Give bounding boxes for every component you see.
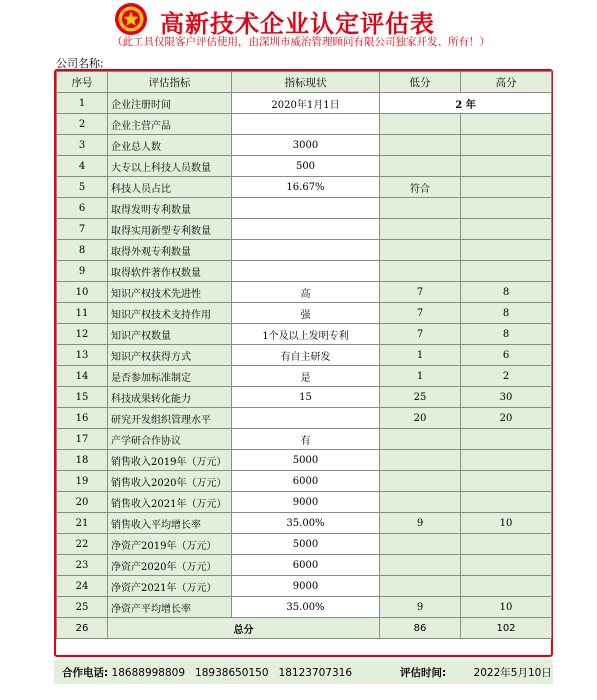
table-row — [57, 303, 552, 324]
date-value: 2022年5月10日 — [473, 667, 552, 679]
high-score-cell: 10 — [461, 597, 552, 618]
status-cell: 有 — [232, 429, 380, 450]
row-number: 5 — [57, 177, 108, 198]
assessment-table — [56, 71, 552, 639]
status-cell: 1个及以上发明专利 — [232, 324, 380, 345]
status-cell: 5000 — [232, 450, 380, 471]
table-row — [57, 534, 552, 555]
status-cell: 有自主研发 — [232, 345, 380, 366]
high-score-cell — [461, 471, 552, 492]
assessment-date — [400, 665, 552, 680]
low-score-cell: 符合 — [380, 177, 461, 198]
merged-score-cell: 2 年 — [380, 93, 552, 114]
table-row — [57, 408, 552, 429]
indicator-cell: 研究开发组织管理水平 — [108, 408, 232, 429]
row-number: 17 — [57, 429, 108, 450]
high-score-cell — [461, 198, 552, 219]
status-cell: 3000 — [232, 135, 380, 156]
low-score-cell: 1 — [380, 345, 461, 366]
high-score-cell — [461, 261, 552, 282]
low-score-cell — [380, 450, 461, 471]
total-row-number: 26 — [57, 618, 108, 639]
row-number: 24 — [57, 576, 108, 597]
row-number: 1 — [57, 93, 108, 114]
high-score-cell — [461, 219, 552, 240]
table-row — [57, 576, 552, 597]
table-row — [57, 240, 552, 261]
low-score-cell — [380, 240, 461, 261]
header-cell-low: 低分 — [380, 72, 461, 93]
indicator-cell: 科技人员占比 — [108, 177, 232, 198]
row-number: 16 — [57, 408, 108, 429]
contact-phones: 18688998809 18938650150 18123707316 — [111, 667, 353, 679]
status-cell: 9000 — [232, 492, 380, 513]
indicator-cell: 企业总人数 — [108, 135, 232, 156]
row-number: 22 — [57, 534, 108, 555]
high-score-cell: 8 — [461, 282, 552, 303]
high-score-cell: 2 — [461, 366, 552, 387]
header-cell-no: 序号 — [57, 72, 108, 93]
high-score-cell — [461, 156, 552, 177]
table-row — [57, 366, 552, 387]
status-cell — [232, 114, 380, 135]
indicator-cell: 净资产2019年（万元） — [108, 534, 232, 555]
status-cell: 6000 — [232, 471, 380, 492]
low-score-cell — [380, 114, 461, 135]
row-number: 8 — [57, 240, 108, 261]
low-score-cell: 7 — [380, 324, 461, 345]
row-number: 20 — [57, 492, 108, 513]
high-score-cell — [461, 492, 552, 513]
table-row — [57, 429, 552, 450]
indicator-cell: 是否参加标准制定 — [108, 366, 232, 387]
status-cell — [232, 219, 380, 240]
total-row — [57, 618, 552, 639]
row-number: 23 — [57, 555, 108, 576]
header-cell-indicator: 评估指标 — [108, 72, 232, 93]
low-score-cell — [380, 576, 461, 597]
low-score-cell — [380, 135, 461, 156]
high-score-cell: 8 — [461, 303, 552, 324]
status-cell: 35.00% — [232, 513, 380, 534]
table-row — [57, 198, 552, 219]
low-score-cell: 1 — [380, 366, 461, 387]
row-number: 21 — [57, 513, 108, 534]
row-number: 14 — [57, 366, 108, 387]
table-row — [57, 492, 552, 513]
row-number: 18 — [57, 450, 108, 471]
header-cell-high: 高分 — [461, 72, 552, 93]
date-label: 评估时间: — [400, 667, 447, 679]
status-cell: 9000 — [232, 576, 380, 597]
low-score-cell: 7 — [380, 303, 461, 324]
status-cell — [232, 198, 380, 219]
table-row — [57, 156, 552, 177]
low-score-cell: 7 — [380, 282, 461, 303]
indicator-cell: 取得外观专利数量 — [108, 240, 232, 261]
high-score-cell — [461, 576, 552, 597]
status-cell: 15 — [232, 387, 380, 408]
table-row — [57, 261, 552, 282]
status-cell: 2020年1月1日 — [232, 93, 380, 114]
company-logo — [114, 2, 148, 36]
indicator-cell: 销售收入2019年（万元） — [108, 450, 232, 471]
contact-label: 合作电话: — [62, 667, 109, 679]
status-cell: 6000 — [232, 555, 380, 576]
status-cell: 高 — [232, 282, 380, 303]
indicator-cell: 取得软件著作权数量 — [108, 261, 232, 282]
indicator-cell: 取得发明专利数量 — [108, 198, 232, 219]
low-score-cell — [380, 219, 461, 240]
low-score-cell — [380, 492, 461, 513]
row-number: 2 — [57, 114, 108, 135]
table-row — [57, 93, 552, 114]
indicator-cell: 销售收入2021年（万元） — [108, 492, 232, 513]
company-name-label: 公司名称: — [56, 57, 104, 70]
indicator-cell: 企业主营产品 — [108, 114, 232, 135]
table-row — [57, 324, 552, 345]
status-cell: 500 — [232, 156, 380, 177]
low-score-cell — [380, 471, 461, 492]
low-score-cell — [380, 261, 461, 282]
row-number: 13 — [57, 345, 108, 366]
row-number: 15 — [57, 387, 108, 408]
indicator-cell: 知识产权获得方式 — [108, 345, 232, 366]
page-footer — [54, 660, 553, 684]
row-number: 12 — [57, 324, 108, 345]
status-cell: 35.00% — [232, 597, 380, 618]
table-row — [57, 114, 552, 135]
high-score-cell — [461, 240, 552, 261]
low-score-cell: 25 — [380, 387, 461, 408]
total-high-score: 102 — [461, 618, 552, 639]
high-score-cell: 20 — [461, 408, 552, 429]
status-cell: 是 — [232, 366, 380, 387]
low-score-cell — [380, 555, 461, 576]
status-cell: 5000 — [232, 534, 380, 555]
table-row — [57, 555, 552, 576]
low-score-cell — [380, 429, 461, 450]
high-score-cell: 10 — [461, 513, 552, 534]
status-cell — [232, 261, 380, 282]
indicator-cell: 净资产2021年（万元） — [108, 576, 232, 597]
high-score-cell — [461, 429, 552, 450]
table-row — [57, 135, 552, 156]
row-number: 10 — [57, 282, 108, 303]
indicator-cell: 产学研合作协议 — [108, 429, 232, 450]
status-cell — [232, 240, 380, 261]
total-low-score: 86 — [380, 618, 461, 639]
indicator-cell: 净资产平均增长率 — [108, 597, 232, 618]
row-number: 11 — [57, 303, 108, 324]
page-title: 高新技术企业认定评估表 — [160, 10, 435, 38]
low-score-cell: 9 — [380, 597, 461, 618]
high-score-cell: 8 — [461, 324, 552, 345]
page-header — [0, 0, 597, 52]
low-score-cell — [380, 534, 461, 555]
table-row — [57, 282, 552, 303]
indicator-cell: 知识产权技术支持作用 — [108, 303, 232, 324]
indicator-cell: 科技成果转化能力 — [108, 387, 232, 408]
header-cell-status: 指标现状 — [232, 72, 380, 93]
total-label: 总分 — [108, 618, 380, 639]
high-score-cell — [461, 135, 552, 156]
row-number: 9 — [57, 261, 108, 282]
table-row — [57, 177, 552, 198]
indicator-cell: 净资产2020年（万元） — [108, 555, 232, 576]
low-score-cell — [380, 156, 461, 177]
indicator-cell: 销售收入2020年（万元） — [108, 471, 232, 492]
table-row — [57, 345, 552, 366]
high-score-cell — [461, 177, 552, 198]
table-header-row — [57, 72, 552, 93]
low-score-cell — [380, 198, 461, 219]
high-score-cell: 6 — [461, 345, 552, 366]
low-score-cell: 9 — [380, 513, 461, 534]
row-number: 7 — [57, 219, 108, 240]
indicator-cell: 企业注册时间 — [108, 93, 232, 114]
row-number: 6 — [57, 198, 108, 219]
contact-info — [62, 665, 352, 680]
status-cell: 16.67% — [232, 177, 380, 198]
table-row — [57, 450, 552, 471]
row-number: 3 — [57, 135, 108, 156]
page-subtitle: （此工具仅限客户评估使用，由深圳市威治管理顾问有限公司独家开发、所有！） — [112, 36, 490, 48]
high-score-cell: 30 — [461, 387, 552, 408]
table-row — [57, 597, 552, 618]
high-score-cell — [461, 534, 552, 555]
indicator-cell: 知识产权技术先进性 — [108, 282, 232, 303]
indicator-cell: 大专以上科技人员数量 — [108, 156, 232, 177]
status-cell — [232, 408, 380, 429]
indicator-cell: 销售收入平均增长率 — [108, 513, 232, 534]
table-row — [57, 219, 552, 240]
high-score-cell — [461, 555, 552, 576]
high-score-cell — [461, 450, 552, 471]
table-row — [57, 513, 552, 534]
table-row — [57, 471, 552, 492]
row-number: 25 — [57, 597, 108, 618]
high-score-cell — [461, 114, 552, 135]
low-score-cell: 20 — [380, 408, 461, 429]
row-number: 4 — [57, 156, 108, 177]
row-number: 19 — [57, 471, 108, 492]
table-row — [57, 387, 552, 408]
status-cell: 强 — [232, 303, 380, 324]
indicator-cell: 取得实用新型专利数量 — [108, 219, 232, 240]
indicator-cell: 知识产权数量 — [108, 324, 232, 345]
